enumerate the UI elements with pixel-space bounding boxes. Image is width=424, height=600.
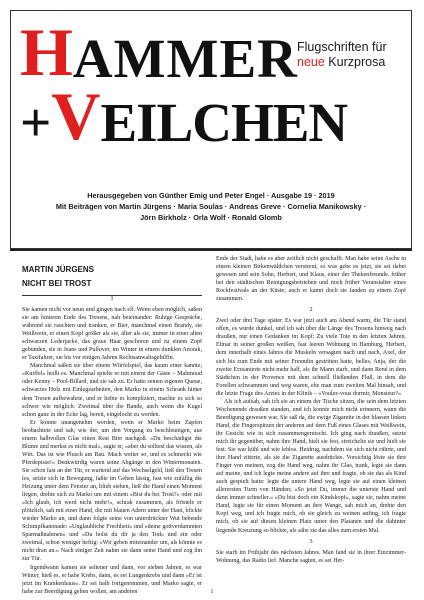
paragraph: Zwei oder drei Tage später. Es war jetzt auch am Abend warm, die Tür stand offen, es wurde dunkel, und ich sah über die Länge des Tresens hinweg nach draußen, nur einen Gedanken im Kopf: Zu viele Tote in den letzten Jahren. Elmar in seiner großen weißen, fast leeren Wohnung in Hamburg, Herbert, dem innerhalb eines Jahres die Muskeln versagten nach und nach, Axel, der sich bis zum Ende mit seiner Freundin gestritten hatte, helles, Anja, der die zweite Erzsanierte nicht mehr half, als ihr Mann starb, und dann René in dem Städtchen in der Provence mit dem schnell fließenden Fluß, in dem die Forellen schwammen und weg waren, ehe man zum zweiten Mal hinsah, und die letzte Frage des Arztes in der Klinik – »Voulez-vous dormir, Monsieur?« <box>216 318 406 397</box>
paragraph: Sie starb im Frühjahr des nächsten Jahres. Man fand sie in ihrer Einzimmer-Wohnung, das Radio lief. Manche sagten, es sei Her- <box>216 549 406 564</box>
section-number-2: 2 <box>309 306 313 314</box>
masthead-plus: + <box>20 92 52 153</box>
section-number-1: 1 <box>110 295 114 302</box>
tagline-line-1: Flugschriften für <box>297 40 387 54</box>
text-column-left <box>22 292 202 595</box>
tagline-line-2 <box>297 55 409 70</box>
article-author: MARTIN JÜRGENS <box>22 265 95 274</box>
masthead-line-veilchen <box>20 78 348 154</box>
editors-line-2: Mit Beiträgen von Martin Jürgens · Maria Soulas · Andreas Greve · Cornelia Manikowsky · <box>55 202 367 211</box>
paragraph: Irgendwann kamen sie seltener und dann, vor sieben Jahren, es war Winter, hieß es, er habe Krebs, dann, es sei Lungenkrebs und dann »Er ist jetzt im Krankenhaus«. Er sei halb fortgenommen, und Marko sagte, er habe zur Beerdigung gehen wollen, am anderen <box>22 564 202 595</box>
masthead-word-ammer: AMMER <box>72 28 298 89</box>
article-title: NICHT BEI TROST <box>22 279 92 288</box>
page-number: 1 <box>210 589 214 595</box>
text-column-right <box>216 255 406 590</box>
editors-line-1: Herausgegeben von Günther Emig und Peter Engel · Ausgabe 19 · 2019 <box>87 191 335 200</box>
masthead-initial-h: H <box>20 14 73 90</box>
header-rule <box>10 249 412 251</box>
paragraph: Manchmal saßen sie über einem Würfelspiel, das kaum einer kannte; »Kniffel« heißt es. Manchmal spielte er mit einem der Gäste – Mahmoud oder Kenny – Pool-Billard, und sie sah zu. Er hatte seinen eigenen Queue, schwarzes Holz mit Einlegearbeiten, den Marko in einem Schrank hinter dem Tresen aufbewahrte, und er liebte es kompliziert, machte es sich so schwer wie möglich: Zweimal über die Bande, auch wenn die Kugel schon ganz in der Ecke lag, bereit, eingelocht zu werden. <box>22 363 202 418</box>
masthead-tagline <box>297 40 409 70</box>
paragraph: Er konnte unangenehm werden, wenn er Marko beim Zapfen beobachtete und sah, wie der, um den Vorgang zu beschleunigen, aus einem halbvollen Glas einen Rest Bier nachgoß. »Du beschädigst die Blume und merkst es nicht mal«, sagte er, »aber du solltest das wissen, als Wirt. Das ist wie Plusch am Bau. Mach weiter so, und es schmeckt wie Pferdepisse!« Denkwürdig waren seine Abgänge in den Wintermonaten. Sie schon fast an der Tür, er wartend auf das Wechselgeld, ließ den Tresen los, setzte sich in Bewegung, faßte im Gehen lässig, fast wie zufällig die Heizung unter dem Fenster an, blieb stehen, ließ die Hand einen Moment liegen, drehte sich zu Marko um mit einem »Bist du bei Trost?« oder mit »Ich glaub, ich werd nicht mehr!«, schrak zusammen, als fröstele er plötzlich, sah mit einer Hand, die mit blauen Adern unter der Haut, blickte wieder Marko an, und dann folgte seine von unterdrückter Wut bebende Schimpfkanonade: »Unglaubliche Frechheit« und »deine gottverdammten Sparmaßnahmen« und »Du holst du dir ja den Tod« und ein oder zweimal, schon weniger heftig: »Wir geben miteinander um, als könnte es nicht dran an.« Nach einiger Zeit nahm sie dann seine Hand und zog ihn zur Tür. <box>22 419 202 563</box>
masthead-line-hammer <box>20 14 298 90</box>
editors-credits <box>14 190 408 223</box>
paragraph: Als ich aufsah, sah ich sie an einem der Tische sitzen, die sein dem letzten Wochenende draußen standen, und ich konnte mich nicht erinnern, wann die Beerdigung gewesen war. Sie saß da, die ewige Zigarette in der blassen linken Hand, die Fingerspitzen der anderen auf dem Fuß eines Glases mit Weißwein, ihr Gesicht wie in sich zusammengerutscht. Ich ging nach draußen, setzte mich ihr gegenüber, nahm ihre Hand, hielt sie fest, streichelte sie und hielt sie fest. Sie war kühl und wie leblos. Heidrug, nachdem sie sich nicht rührte, und ihre Hand zitterte, als sie die Zigarette ausdrückte. Vorsichtig löste sie ihre Finger von meinen, zog die Hand weg, nahm ihr Glas, trank, legte sie dann auf meine, und ich legte meine andere auf ihre und fragte, ob sie das als Kind auch gespielt hatte: legte die untere Hand weg, legte sie auf einen kleinen allerersten Turm von Händen; »So jetzt Du, immer die unterste Hand und dann immer schneller.« »Du bist doch ein Kindskopf«, sagte sie, nahm meine Hand, legte sie für einen Moment an ihre Wange, sah mich an, drehte den Kopf weg, und ich fragte mich, ob sie gleich zu weinen anfing, ich fragte mich, ob sie auf diesen kleinen Platz unter den Platanen und die dahinter liegende Kreuzung so blickte, als sähe sie das alles zum ersten Mal. <box>216 398 406 534</box>
paragraph: Ende der Stadt, habe es aber zeitlich nicht geschafft. Man habe seine Asche in einem kleinen Birkenwäldchen verstreut, so was gebe es jetzt, sie sei dabei gewesen und sein Sohn, Herbert, und Klaus, einer der Thekenfreunde. früher bei den städtischen Reinigungsbetrieben und noch früher Veranstalter eines Rockfestivals an der Küste; auch er kannt doch sie fanden zu einem Zopf zusammen. <box>216 256 406 303</box>
tagline-neue: neue <box>297 55 325 69</box>
section-number-3: 3 <box>309 537 313 545</box>
paragraph: Sie kamen nicht vor neun und gingen nach elf. Wenn eben möglich, saßen sie am hinteren Ende des Tresens, nah beieinander: Ruhige Gespräche, während sie rauchten und tranken, er Bier, manchmal einen Brandy, sie Weißwein, er einen Kopf größer als sie, älter als sie, immer in einer alten schwarzen Lederjacke, das graue Haar geschoren und zu einem Zopf gebunden, sie in Jeans und Pullover, im Winter in einem dunklen Anorak, er Taxifahrer, sie bis vor einigen Jahren Rechtsanwaltsgehilfin. <box>22 307 202 362</box>
masthead-initial-v: V <box>51 78 101 154</box>
masthead-word-eilchen: EILCHEN <box>100 92 348 153</box>
tagline-kurzprosa: Kurzprosa <box>328 55 386 69</box>
editors-line-3: Jörn Birkholz · Orla Wolf · Ronald Glomb <box>140 213 282 222</box>
